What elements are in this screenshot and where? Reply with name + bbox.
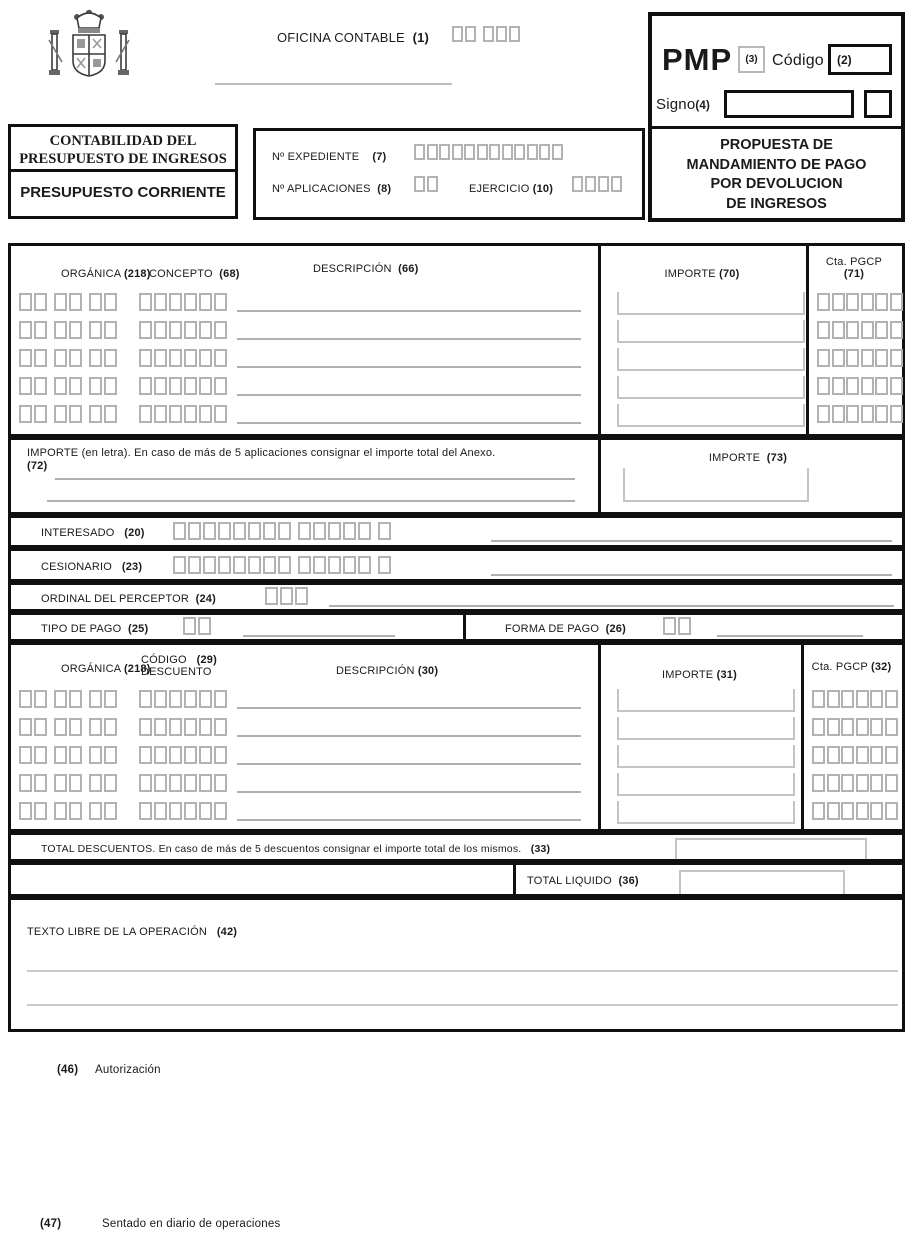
importe-field[interactable] xyxy=(617,292,805,315)
sentado-num: (47) xyxy=(40,1218,62,1230)
texto-libre-line1[interactable] xyxy=(27,970,898,972)
oficina-contable-line[interactable] xyxy=(215,83,452,85)
pgcp-field[interactable] xyxy=(817,405,903,423)
ejercicio-label: EJERCICIO (10) xyxy=(469,183,554,195)
organica-field[interactable] xyxy=(19,349,117,367)
tipo-pago-label: TIPO DE PAGO (25) xyxy=(41,623,149,635)
aplicacion-row xyxy=(19,346,902,374)
importe-field[interactable] xyxy=(617,801,795,824)
col2-pgcp-label: Cta. PGCP (32) xyxy=(811,661,892,673)
ordinal-line[interactable] xyxy=(329,605,894,607)
presupuesto-corriente-label: PRESUPUESTO CORRIENTE xyxy=(20,184,226,201)
descripcion-field[interactable] xyxy=(237,310,581,312)
codigo-descuento-field[interactable] xyxy=(139,746,227,764)
contabilidad-title: CONTABILIDAD DEL PRESUPUESTO DE INGRESOS xyxy=(11,127,235,172)
descuento-row xyxy=(19,799,902,827)
importe-letra-section xyxy=(8,437,905,515)
interesado-section xyxy=(8,515,905,548)
importe73-label: IMPORTE (73) xyxy=(708,452,788,464)
total-descuentos-label: TOTAL DESCUENTOS. En caso de más de 5 descuentos consignar el importe total de los mismos. (33) xyxy=(41,843,551,855)
descripcion-field[interactable] xyxy=(237,735,581,737)
total-liquido-field[interactable] xyxy=(679,870,845,894)
col2-descripcion-label: DESCRIPCIÓN (30) xyxy=(336,665,439,677)
texto-libre-section xyxy=(8,897,905,1032)
oficina-contable-label: OFICINA CONTABLE (1) xyxy=(277,30,430,45)
descripcion-field[interactable] xyxy=(237,791,581,793)
organica-field[interactable] xyxy=(19,690,117,708)
pgcp-field[interactable] xyxy=(812,746,898,764)
pago-section xyxy=(8,612,905,642)
aplicaciones-label: Nº APLICACIONES (8) xyxy=(272,183,392,195)
pgcp-field[interactable] xyxy=(812,802,898,820)
oficina-contable-field[interactable] xyxy=(452,26,520,42)
aplicacion-row xyxy=(19,290,902,318)
importe73-field[interactable] xyxy=(623,468,809,502)
spain-coat-of-arms-icon xyxy=(35,4,143,86)
autorizacion-label: Autorización xyxy=(95,1064,161,1076)
col-concepto-label: CONCEPTO (68) xyxy=(149,268,240,280)
col-pgcp-label: Cta. PGCP (71) xyxy=(825,256,883,280)
descuento-row xyxy=(19,743,902,771)
cesionario-section xyxy=(8,548,905,582)
form-body xyxy=(8,243,905,1032)
cesionario-label: CESIONARIO (23) xyxy=(41,561,143,573)
ordinal-section xyxy=(8,582,905,612)
concepto-field[interactable] xyxy=(139,293,227,311)
aplicaciones-table xyxy=(8,243,905,437)
organica-field[interactable] xyxy=(19,293,117,311)
pmp-divider xyxy=(652,126,901,129)
organica-field[interactable] xyxy=(19,746,117,764)
codigo-descuento-field[interactable] xyxy=(139,718,227,736)
descuento-row xyxy=(19,771,902,799)
concepto-field[interactable] xyxy=(139,377,227,395)
cesionario-nif-field[interactable] xyxy=(173,556,391,574)
total-liquido-label: TOTAL LIQUIDO (36) xyxy=(527,875,639,887)
col-descripcion-label: DESCRIPCIÓN (66) xyxy=(313,263,419,275)
organica-field[interactable] xyxy=(19,718,117,736)
col-importe-label: IMPORTE (70) xyxy=(664,268,740,280)
importe-field[interactable] xyxy=(617,773,795,796)
pmp-label: PMP xyxy=(662,42,733,77)
codigo-descuento-field[interactable] xyxy=(139,802,227,820)
forma-pago-line[interactable] xyxy=(717,635,863,637)
importe-letra-num: (72) xyxy=(27,460,48,472)
expediente-field[interactable] xyxy=(414,144,563,160)
importe-letra-line1[interactable] xyxy=(55,478,575,480)
importe-field[interactable] xyxy=(617,745,795,768)
concepto-field[interactable] xyxy=(139,321,227,339)
col2-importe-label: IMPORTE (31) xyxy=(662,669,737,681)
concepto-field[interactable] xyxy=(139,405,227,423)
total-descuentos-section xyxy=(8,832,905,862)
pgcp-field[interactable] xyxy=(817,377,903,395)
pgcp-field[interactable] xyxy=(812,690,898,708)
importe-letra-line2[interactable] xyxy=(47,500,575,502)
concepto-field[interactable] xyxy=(139,349,227,367)
importe-field[interactable] xyxy=(617,689,795,712)
total-liquido-divider xyxy=(513,865,516,894)
interesado-nif-field[interactable] xyxy=(173,522,391,540)
autorizacion-num: (46) xyxy=(57,1064,79,1076)
contabilidad-box xyxy=(8,124,238,219)
expediente-label: Nº EXPEDIENTE (7) xyxy=(272,151,387,163)
codigo-descuento-field[interactable] xyxy=(139,774,227,792)
texto-libre-line2[interactable] xyxy=(27,1004,898,1006)
descripcion-field[interactable] xyxy=(237,707,581,709)
importe-letra-label: IMPORTE (en letra). En caso de más de 5 aplicaciones consignar el importe total del Anexo. xyxy=(27,447,496,459)
codigo-field[interactable]: (2) xyxy=(828,44,892,75)
texto-libre-label: TEXTO LIBRE DE LA OPERACIÓN (42) xyxy=(27,926,238,938)
col2-codigo-label: CÓDIGO (29) DESCUENTO xyxy=(141,654,217,678)
descripcion-field[interactable] xyxy=(237,763,581,765)
organica-field[interactable] xyxy=(19,774,117,792)
descripcion-field[interactable] xyxy=(237,819,581,821)
ordinal-label: ORDINAL DEL PERCEPTOR (24) xyxy=(41,593,216,605)
aplicacion-row xyxy=(19,374,902,402)
tipo-pago-line[interactable] xyxy=(243,635,395,637)
ordinal-field[interactable] xyxy=(265,587,308,605)
pgcp-field[interactable] xyxy=(812,718,898,736)
aplicacion-row xyxy=(19,402,902,430)
importe-field[interactable] xyxy=(617,376,805,399)
form-title: PROPUESTA DE MANDAMIENTO DE PAGO POR DEVOLUCION DE INGRESOS xyxy=(686,137,867,212)
ejercicio-field[interactable] xyxy=(572,176,622,192)
importe-field[interactable] xyxy=(617,320,805,343)
pgcp-field[interactable] xyxy=(817,349,903,367)
importe-field[interactable] xyxy=(617,404,805,427)
total-descuentos-field[interactable] xyxy=(675,838,867,859)
organica-field[interactable] xyxy=(19,321,117,339)
importe-field[interactable] xyxy=(617,348,805,371)
total-liquido-section xyxy=(8,862,905,897)
forma-pago-label: FORMA DE PAGO (26) xyxy=(505,623,626,635)
forma-pago-field[interactable] xyxy=(663,617,691,635)
interesado-name-field[interactable] xyxy=(491,540,892,542)
pmp-box xyxy=(648,12,905,222)
pgcp-field[interactable] xyxy=(817,293,903,311)
pgcp-field[interactable] xyxy=(812,774,898,792)
expediente-box xyxy=(253,128,645,220)
aplicacion-row xyxy=(19,318,902,346)
pago-divider xyxy=(463,615,466,639)
aplicaciones-field[interactable] xyxy=(414,176,438,192)
organica-field[interactable] xyxy=(19,377,117,395)
importe-field[interactable] xyxy=(617,717,795,740)
descuento-row xyxy=(19,687,902,715)
sentado-label: Sentado en diario de operaciones xyxy=(102,1218,281,1230)
importe-letra-divider xyxy=(598,440,601,512)
pgcp-field[interactable] xyxy=(817,321,903,339)
codigo-label: Código xyxy=(772,52,824,69)
descuentos-table xyxy=(8,642,905,832)
col-organica-label: ORGÁNICA (218) xyxy=(61,268,151,280)
descripcion-field[interactable] xyxy=(237,338,581,340)
tipo-pago-field[interactable] xyxy=(183,617,211,635)
descripcion-field[interactable] xyxy=(237,422,581,424)
signo-label: Signo(4) xyxy=(656,96,711,113)
cesionario-name-field[interactable] xyxy=(491,574,892,576)
descripcion-field[interactable] xyxy=(237,366,581,368)
descuento-row xyxy=(19,715,902,743)
codigo-descuento-field[interactable] xyxy=(139,690,227,708)
col2-organica-label: ORGÁNICA (218) xyxy=(61,663,151,675)
pmp-num-box: (3) xyxy=(738,46,765,73)
organica-field[interactable] xyxy=(19,802,117,820)
organica-field[interactable] xyxy=(19,405,117,423)
signo-field[interactable] xyxy=(724,90,854,118)
interesado-label: INTERESADO (20) xyxy=(41,527,145,539)
signo-check-box[interactable] xyxy=(864,90,892,118)
descripcion-field[interactable] xyxy=(237,394,581,396)
